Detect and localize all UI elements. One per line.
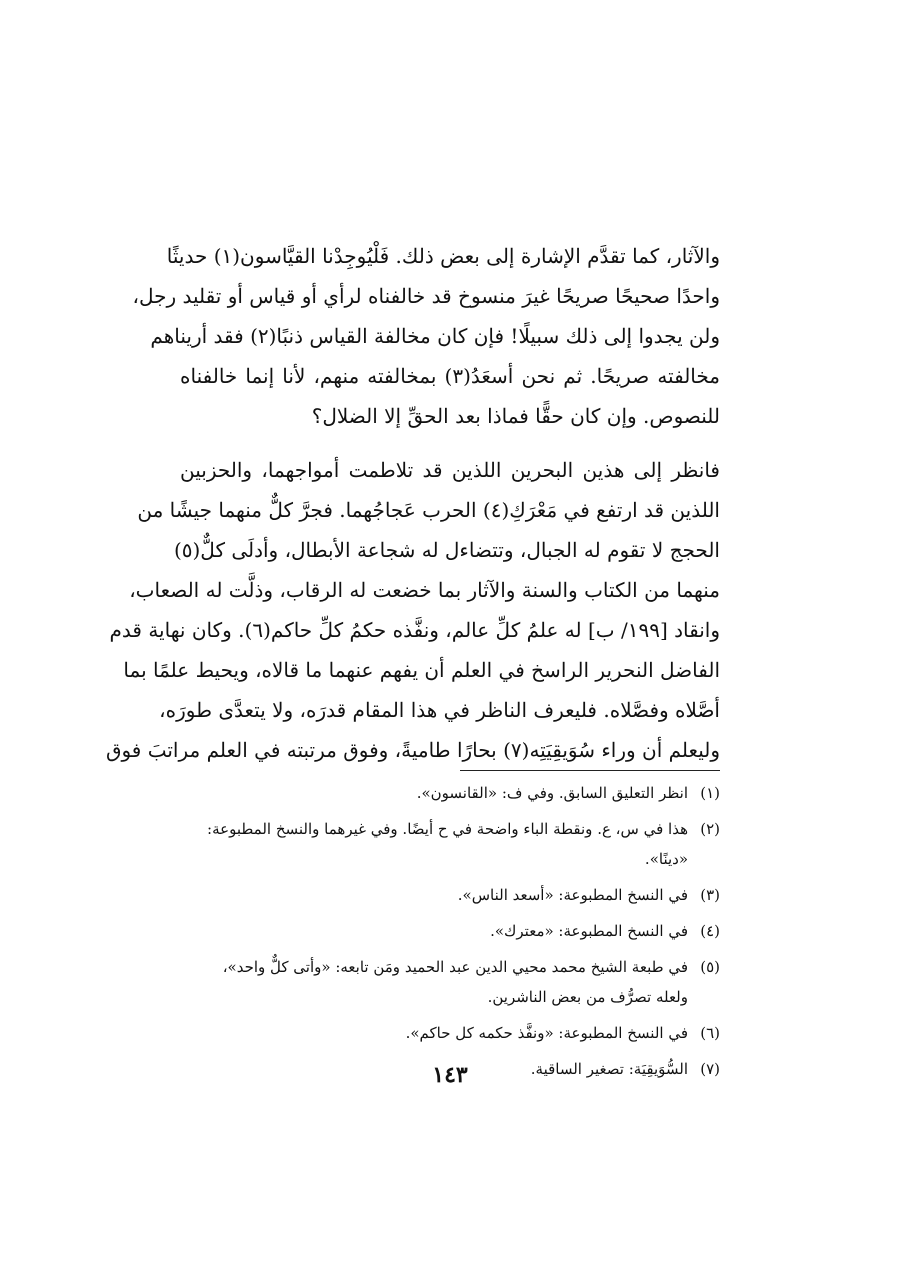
text-line: واحدًا صحيحًا صريحًا غيرَ منسوخ قد خالفناه لرأي أو قياس أو تقليد رجل،	[132, 284, 720, 308]
text-line: أصَّلاه وفصَّلاه. فليعرف الناظر في هذا المقام قدرَه، ولا يتعدَّى طورَه،	[159, 698, 720, 722]
footnote-line: السُّوَيقِيَة: تصغير الساقية.	[530, 1060, 688, 1078]
footnote-text	[180, 952, 688, 1012]
paragraph-1	[132, 236, 721, 436]
text-line: للنصوص. وإن كان حقًّا فماذا بعد الحقِّ إلا الضلال؟	[311, 404, 720, 428]
text-line: منهما من الكتاب والسنة والآثار بما خضعت له الرقاب، وذلَّت له الصعاب،	[129, 578, 720, 602]
text-line: الحجج لا تقوم له الجبال، وتتضاءل له شجاعة الأبطال، وأدلَى كلٌّ(٥)	[173, 538, 720, 562]
text-line: اللذين قد ارتفع في مَعْرَكِ(٤) الحرب عَجاجُهما. فجرَّ كلٌّ منهما جيشًا من	[137, 498, 720, 522]
text-line: وانقاد [١٩٩/ ب] له علمُ كلِّ عالم، ونفَّذه حكمُ كلِّ حاكم(٦). وكان نهاية قدم	[109, 618, 720, 642]
footnote-line: في النسخ المطبوعة: «ونفَّذ حكمه كل حاكم».	[405, 1024, 688, 1042]
footnote-text	[180, 778, 688, 808]
text-line: الفاضل النحرير الراسخ في العلم أن يفهم عنهما ما قالاه، ويحيط علمًا بما	[123, 658, 720, 682]
footnote-number: (٢)	[700, 820, 720, 838]
footnote-item	[180, 916, 720, 946]
footnote-number: (٦)	[700, 1024, 720, 1042]
footnote-item	[180, 880, 720, 910]
footnote-text	[180, 880, 688, 910]
footnote-number: (٤)	[700, 922, 720, 940]
footnote-number: (٥)	[700, 958, 720, 976]
footnote-line: هذا في س، ع. ونقطة الباء واضحة في ح أيضًا. وفي غيرهما والنسخ المطبوعة:	[207, 820, 688, 838]
footnote-text	[180, 814, 688, 874]
footnote-line: ولعله تصرُّف من بعض الناشرين.	[487, 988, 688, 1006]
footnote-line: «دينًا».	[644, 850, 688, 868]
footnote-line: في النسخ المطبوعة: «معترك».	[490, 922, 688, 940]
page-number: ١٤٣	[432, 1062, 468, 1088]
text-line: فانظر إلى هذين البحرين اللذين قد تلاطمت أمواجهما، والحزبين	[180, 458, 720, 482]
footnote-number: (٣)	[700, 886, 720, 904]
footnotes	[180, 778, 720, 1090]
text-line: مخالفته صريحًا. ثم نحن أسعَدُ(٣) بمخالفته منهم، لأنا إنما خالفناه	[180, 364, 721, 388]
footnote-line: في طبعة الشيخ محمد محيي الدين عبد الحميد ومَن تابعه: «وأتى كلٌّ واحد»،	[222, 958, 688, 976]
footnote-text	[180, 1018, 688, 1048]
text-line: وليعلم أن وراء سُوَيقِيَتِه(٧) بحارًا طاميةً، وفوق مرتبته في العلم مراتبَ فوق	[105, 738, 720, 762]
footnote-item	[180, 952, 720, 1012]
footnote-number: (٧)	[700, 1060, 720, 1078]
footnote-line: انظر التعليق السابق. وفي ف: «القانسون».	[416, 784, 688, 802]
footnote-separator	[460, 770, 720, 771]
footnote-item	[180, 814, 720, 874]
main-text	[105, 236, 721, 770]
text-line: ولن يجدوا إلى ذلك سبيلًا! فإن كان مخالفة القياس ذنبًا(٢) فقد أريناهم	[150, 324, 720, 348]
footnote-item	[180, 778, 720, 808]
footnote-line: في النسخ المطبوعة: «أسعد الناس».	[457, 886, 688, 904]
paragraph-2	[105, 450, 720, 770]
footnote-item	[180, 1018, 720, 1048]
footnote-number: (١)	[700, 784, 720, 802]
text-line: والآثار، كما تقدَّم الإشارة إلى بعض ذلك. فَلْيُوجِدْنا القيَّاسون(١) حديثًا	[166, 244, 720, 268]
footnote-text	[180, 916, 688, 946]
